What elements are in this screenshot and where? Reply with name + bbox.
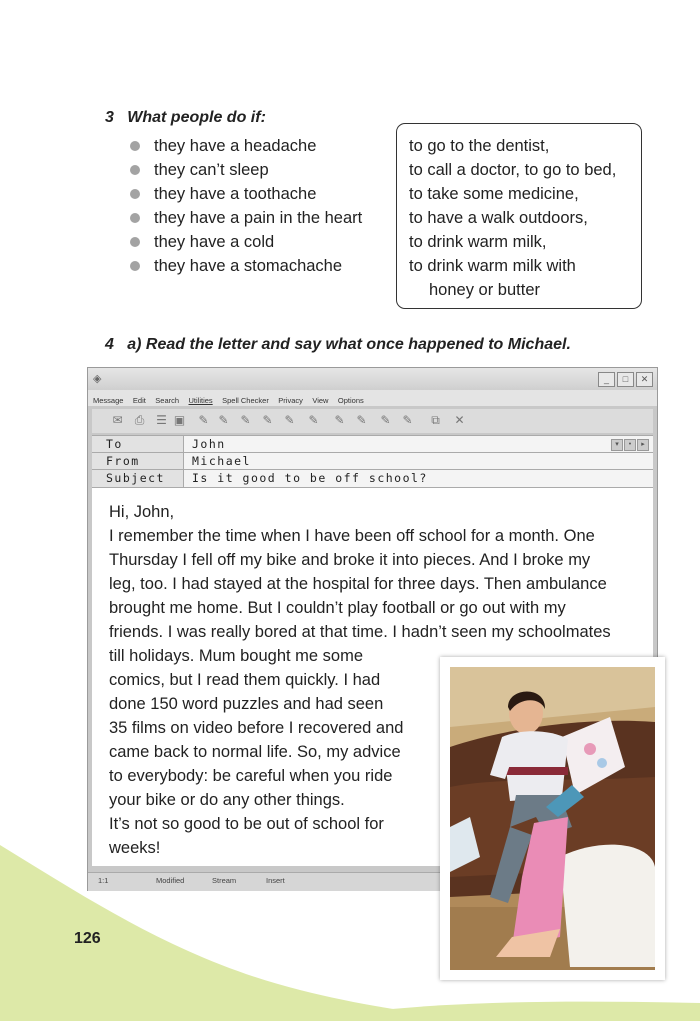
exercise-4-title: [105, 336, 571, 354]
letter-line: your bike or do any other things.: [109, 791, 345, 809]
status-stream: Stream: [212, 876, 237, 885]
maximize-icon[interactable]: □: [617, 372, 634, 387]
exercise-3-title: [105, 109, 266, 127]
address-book-icon[interactable]: ☰: [156, 413, 167, 427]
menu-view[interactable]: View: [312, 396, 329, 405]
row-controls: [611, 439, 649, 451]
letter-line: comics, but I read them quickly. I had: [109, 671, 381, 689]
save-icon[interactable]: ▣: [173, 413, 186, 427]
format-icon[interactable]: ✎: [380, 413, 391, 427]
format-icon[interactable]: ✎: [402, 413, 413, 427]
to-row: [92, 435, 653, 453]
condition-item: they have a toothache: [130, 184, 362, 208]
menu-spell-checker[interactable]: Spell Checker: [222, 396, 269, 405]
letter-line: Thursday I fell off my bike and broke it into pieces. And I broke my: [109, 551, 591, 569]
menu-privacy[interactable]: Privacy: [278, 396, 303, 405]
menu-edit[interactable]: Edit: [132, 396, 146, 405]
to-label: To: [92, 436, 184, 453]
format-icon[interactable]: ✎: [308, 413, 319, 427]
status-position: 1:1: [98, 876, 109, 885]
photo-frame: [440, 657, 665, 980]
remedy-line: to have a walk outdoors,: [409, 209, 588, 227]
menu-utilities[interactable]: Utilities: [188, 396, 213, 405]
remedy-line: to go to the dentist,: [409, 137, 550, 155]
from-label: From: [92, 453, 184, 470]
bullet-icon: [130, 141, 140, 151]
bullet-icon: [130, 189, 140, 199]
send-icon[interactable]: ✉: [112, 413, 123, 427]
condition-item: they have a headache: [130, 136, 362, 160]
exercise-3-number: 3: [105, 109, 114, 126]
letter-line: leg, too. I had stayed at the hospital for three days. Then ambulance: [109, 575, 607, 593]
bullet-icon: [130, 165, 140, 175]
format-icon[interactable]: ✎: [334, 413, 345, 427]
letter-line: It’s not so good to be out of school for: [109, 815, 384, 833]
letter-line: brought me home. But I couldn’t play football or go out with my: [109, 599, 566, 617]
page-number: 126: [74, 930, 101, 947]
remedy-line: to drink warm milk,: [409, 233, 547, 251]
letter-line: weeks!: [109, 839, 161, 857]
bullet-icon: [130, 213, 140, 223]
letter-line: I remember the time when I have been off school for a month. One: [109, 527, 595, 545]
status-insert: Insert: [266, 876, 285, 885]
letter-line: to everybody: be careful when you ride: [109, 767, 393, 785]
remedy-line: to take some medicine,: [409, 185, 579, 203]
contact-icon[interactable]: •: [624, 439, 636, 451]
toolbar: [92, 409, 653, 433]
menu-bar: [88, 390, 657, 406]
format-icon[interactable]: ✎: [218, 413, 229, 427]
attach-icon[interactable]: ⎙: [134, 413, 145, 427]
format-icon[interactable]: ✎: [284, 413, 295, 427]
dropdown-icon[interactable]: ▾: [611, 439, 623, 451]
format-icon[interactable]: ✎: [262, 413, 273, 427]
minimize-icon[interactable]: _: [598, 372, 615, 387]
status-modified: Modified: [156, 876, 185, 885]
exercise-3-heading: What people do if:: [127, 109, 266, 126]
menu-search[interactable]: Search: [155, 396, 180, 405]
copy-icon[interactable]: ⧉: [431, 413, 440, 427]
condition-item: they have a cold: [130, 232, 362, 256]
subject-label: Subject: [92, 470, 184, 487]
from-field[interactable]: Michael: [192, 454, 251, 468]
bullet-icon: [130, 237, 140, 247]
exercise-4-number: 4: [105, 336, 114, 353]
menu-options[interactable]: Options: [337, 396, 364, 405]
remedies-box: [396, 123, 642, 309]
expand-icon[interactable]: ▸: [637, 439, 649, 451]
format-icon[interactable]: ✎: [198, 413, 209, 427]
menu-message[interactable]: Message: [93, 396, 124, 405]
subject-field[interactable]: Is it good to be off school?: [192, 471, 428, 485]
format-icon[interactable]: ✎: [356, 413, 367, 427]
title-bar: [88, 368, 657, 390]
letter-line: Hi, John,: [109, 503, 175, 521]
condition-item: they can’t sleep: [130, 160, 362, 184]
letter-line: came back to normal life. So, my advice: [109, 743, 401, 761]
condition-item: they have a pain in the heart: [130, 208, 362, 232]
letter-line: friends. I was really bored at that time. I hadn’t seen my schoolmates: [109, 623, 611, 641]
boy-with-cast-photo: [450, 667, 655, 970]
letter-line: done 150 word puzzles and had seen: [109, 695, 384, 713]
subject-row: [92, 469, 653, 488]
format-icon[interactable]: ✎: [240, 413, 251, 427]
app-icon[interactable]: ◈: [93, 373, 102, 385]
remedy-line: honey or butter: [429, 281, 540, 299]
close-icon[interactable]: ✕: [636, 372, 653, 387]
letter-line: 35 films on video before I recovered and: [109, 719, 404, 737]
condition-item: they have a stomachache: [130, 256, 362, 280]
from-row: [92, 452, 653, 470]
conditions-list: [130, 136, 362, 280]
exercise-4-heading: a) Read the letter and say what once happened to Michael.: [127, 336, 571, 353]
remedy-line: to drink warm milk with: [409, 257, 576, 275]
to-field[interactable]: John: [192, 437, 226, 451]
remedy-line: to call a doctor, to go to bed,: [409, 161, 617, 179]
letter-line: till holidays. Mum bought me some: [109, 647, 364, 665]
window-controls: [598, 372, 653, 387]
delete-icon[interactable]: ✕: [454, 413, 465, 427]
bullet-icon: [130, 261, 140, 271]
